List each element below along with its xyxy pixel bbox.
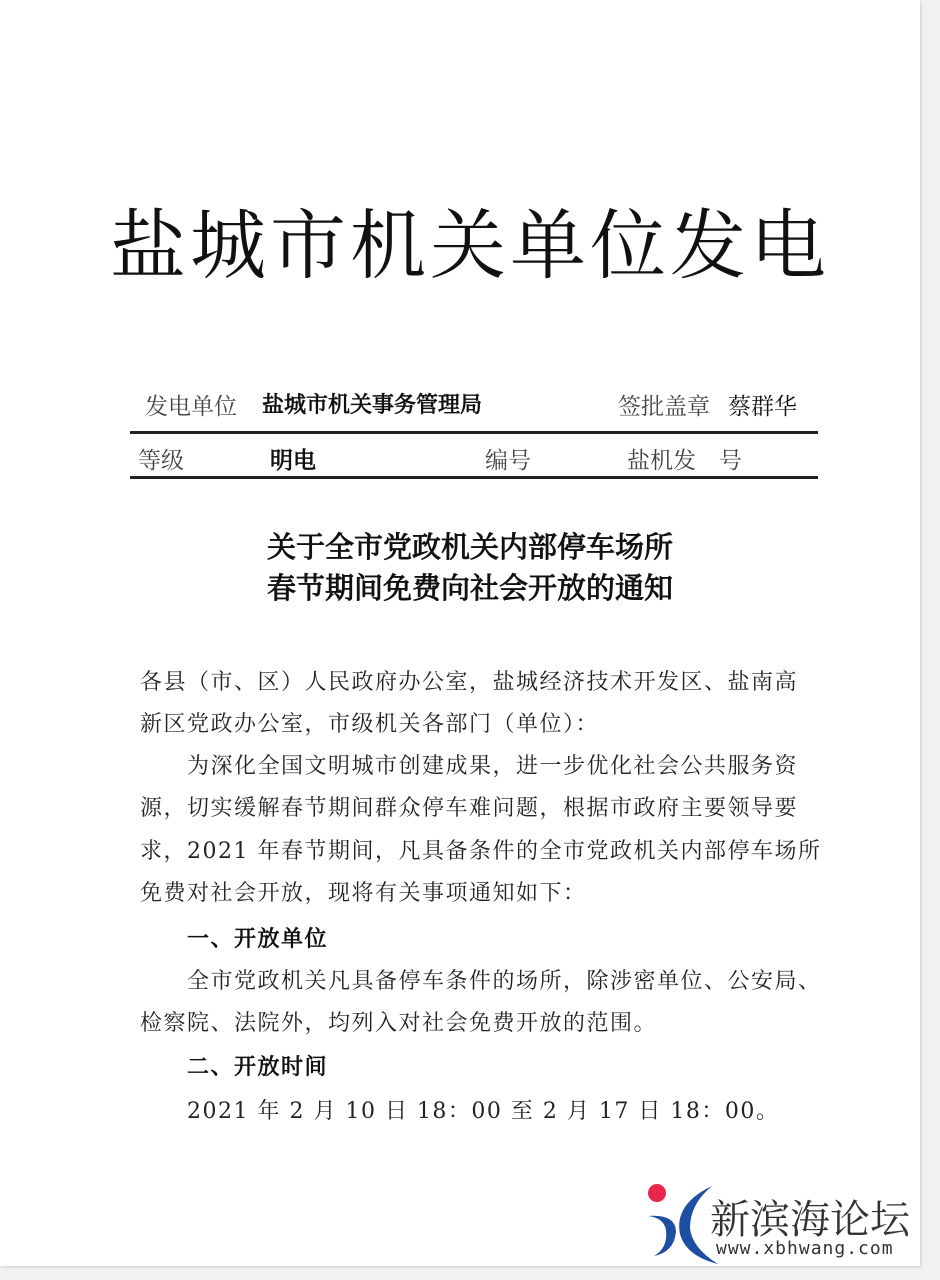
header-title: 盐城市机关单位发电 — [110, 201, 830, 290]
level-value: 明电 — [270, 448, 316, 474]
watermark-name: 新滨海论坛 — [710, 1197, 910, 1243]
doc-title-line-1: 关于全市党政机关内部停车场所 — [266, 530, 673, 564]
watermark — [640, 1178, 940, 1268]
number-label: 编号 — [485, 448, 531, 474]
doc-title-line-2: 春节期间免费向社会开放的通知 — [266, 571, 673, 605]
section-heading: 二、开放时间 — [187, 1055, 329, 1080]
body-line: 全市党政机关凡具备停车条件的场所，除涉密单位、公安局、 — [187, 969, 822, 994]
body-line: 为深化全国文明城市创建成果，进一步优化社会公共服务资 — [187, 754, 799, 779]
number-value: 盐机发 号 — [627, 448, 742, 474]
level-label: 等级 — [138, 448, 184, 474]
sender-value: 盐城市机关事务管理局 — [262, 392, 483, 418]
body-line: 2021 年 2 月 10 日 18：00 至 2 月 17 日 18：00。 — [187, 1099, 780, 1124]
divider-bottom — [130, 476, 818, 479]
body-line: 源，切实缓解春节期间群众停车难问题，根据市政府主要领导要 — [140, 796, 799, 821]
approver-label: 签批盖章 — [618, 394, 710, 420]
body-line: 各县（市、区）人民政府办公室，盐城经济技术开发区、盐南高 — [140, 670, 799, 695]
body-line: 检察院、法院外，均列入对社会免费开放的范围。 — [140, 1011, 658, 1036]
body-line: 免费对社会开放，现将有关事项通知如下： — [140, 881, 587, 906]
approver-value: 蔡群华 — [728, 394, 797, 420]
watermark-logo-icon — [640, 1178, 720, 1268]
sender-label: 发电单位 — [145, 394, 237, 420]
section-heading: 一、开放单位 — [187, 927, 329, 952]
body-line: 新区党政办公室，市级机关各部门（单位）： — [140, 712, 600, 737]
body-line: 求，2021 年春节期间，凡具备条件的全市党政机关内部停车场所 — [140, 839, 822, 864]
divider-top — [130, 431, 818, 434]
watermark-url: www.xbhwang.com — [716, 1238, 894, 1259]
